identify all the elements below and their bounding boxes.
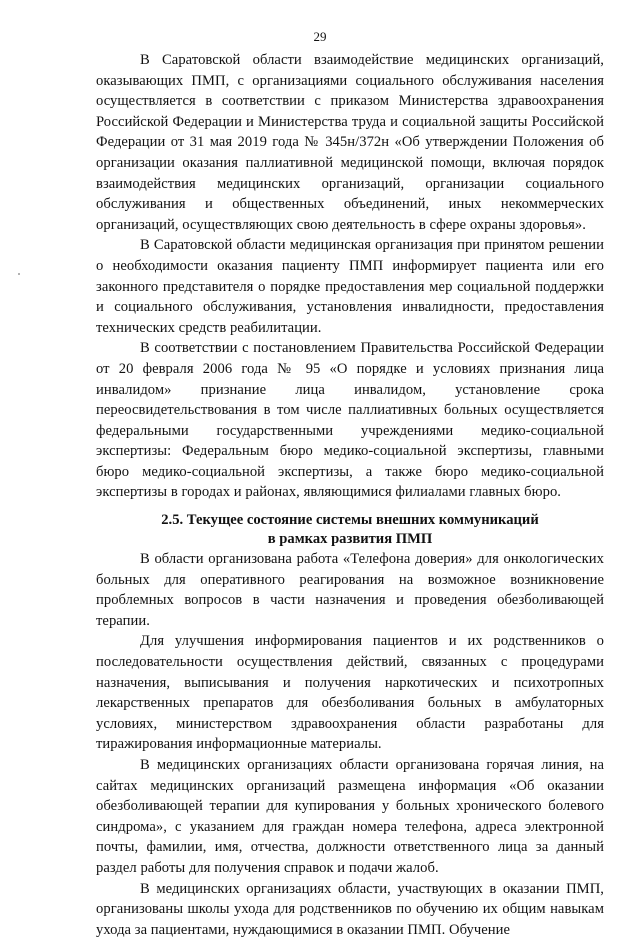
margin-dot [18,273,20,275]
paragraph-information-materials: Для улучшения информирования пациентов и их родственников о последовательности осуществления действий, связанных с процедурами назначения, выписывания и получения наркотических и психотропных лекарственных препаратов для обезболивания больных в амбулаторных условиях, министерством здравоохранения области разработаны для тиражирования информационные материалы. [96,633,604,753]
section-heading-line-1: 2.5. Текущее состояние системы внешних коммуникаций [161,512,539,529]
paragraph-hotline-oncology: В области организована работа «Телефона доверия» для онкологических больных для оперативного реагирования на возможное возникновение проблемных вопросов в части назначения и проведения обезболивающей терапии. [96,551,604,629]
paragraph-hotline-websites: В медицинских организациях области организована горячая линия, на сайтах медицинских организаций размещена информация «Об оказании обезболивающей терапии для купирования у больных хронического болевого синдрома», с указанием для граждан номера телефона, адреса электронной почты, фамилии, имя, отчества, должности ответственного лица за данный раздел работы для получения справок и подачи жалоб. [96,757,604,876]
section-heading-line-2: в рамках развития ПМП [267,531,433,548]
paragraph-disability-recognition: В соответствии с постановлением Правительства Российской Федерации от 20 февраля 2006 года № 95 «О порядке и условиях признания лица инвалидом» признание лица инвалидом, установление срока переосвидетельствования в том числе паллиативных больных осуществляется федеральными государственными учреждениями медико-социальной экспертизы: Федеральным бюро медико-социальной экспертизы, главными бюро медико-социальной экспертизы, а также бюро медико-социальной экспертизы в городах и районах, являющимися филиалами главных бюро. [96,340,604,501]
paragraph-patient-informing: В Саратовской области медицинская организация при принятом решении о необходимости оказания пациенту ПМП информирует пациента или его законного представителя о порядке предоставления мер социальной поддержки и социального обслуживания, установления инвалидности, предоставления технических средств реабилитации. [96,237,604,336]
document-body [96,50,604,940]
section-heading [96,511,604,549]
paragraph-care-schools: В медицинских организациях области, участвующих в оказании ПМП, организованы школы ухода для родственников по обучению их общим навыкам ухода за пациентами, нуждающимися в оказании ПМП. Обучение [96,880,604,938]
paragraph-interaction-social-services: В Саратовской области взаимодействие медицинских организаций, оказывающих ПМП, с организациями социального обслуживания населения осуществляется в соответствии с приказом Министерства здравоохранения Российской Федерации и Министерства труда и социальной защиты Российской Федерации от 31 мая 2019 года № 345н/372н «Об утверждении Положения об организации оказания паллиативной медицинской помощи, включая порядок взаимодействия медицинских организаций, организации социального обслуживания и общественных объединений, иных некоммерческих организаций, осуществляющих свою деятельность в сфере охраны здоровья». [96,52,604,233]
page-number: 29 [313,29,327,44]
